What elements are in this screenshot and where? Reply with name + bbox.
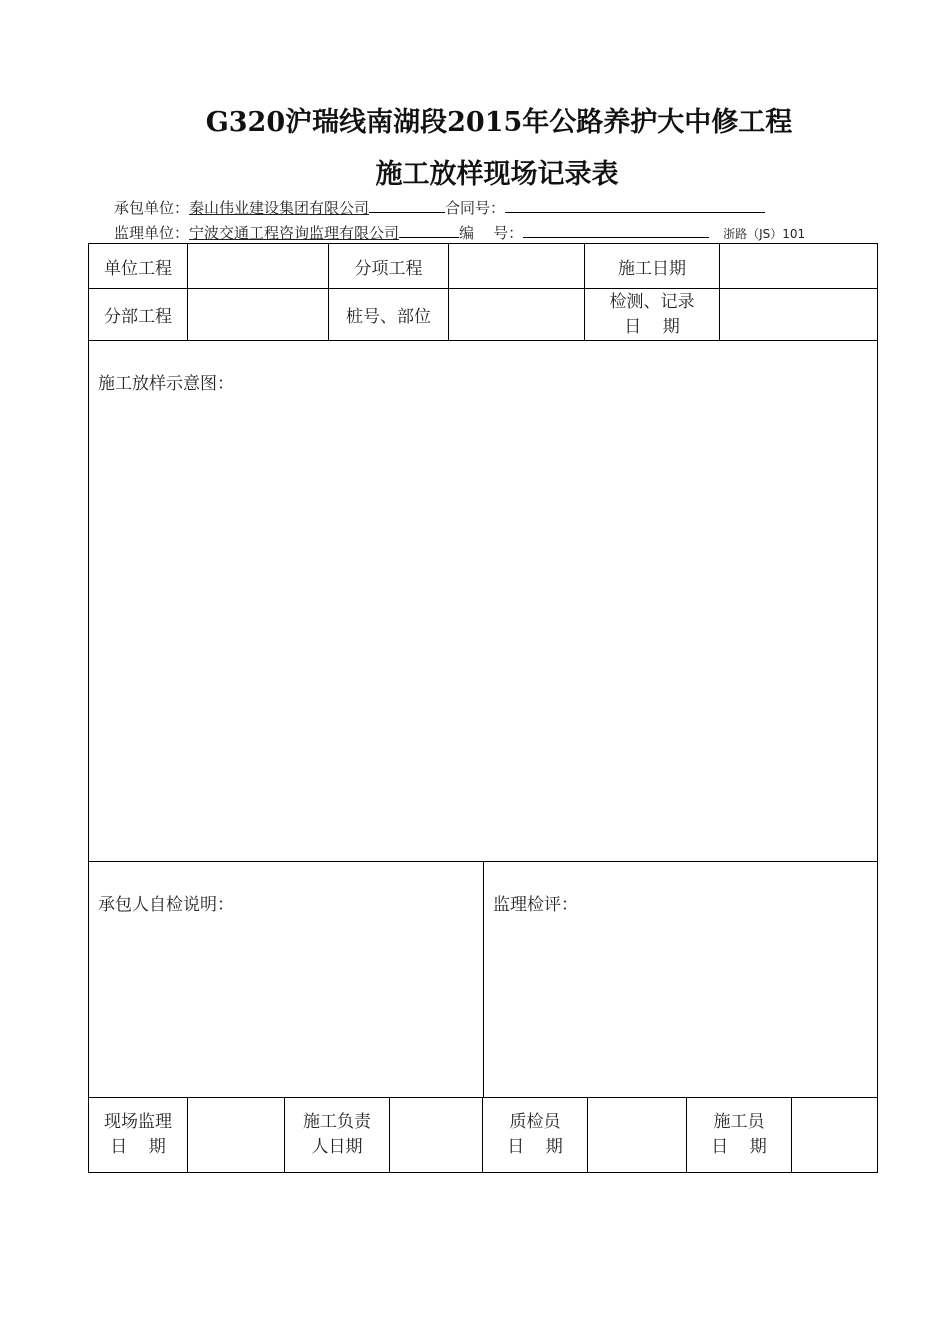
supervision-review-label: 监理检评：	[493, 895, 578, 915]
field-supervisor-line1: 现场监理	[104, 1112, 172, 1132]
supervisor-row	[114, 222, 805, 243]
contract-no-label: 合同号：	[445, 199, 506, 217]
supervision-review-area[interactable]	[484, 862, 878, 1098]
sub-item-project-label: 分项工程	[329, 244, 449, 289]
contractor-check-label: 承包人自检说明：	[98, 895, 234, 915]
construction-lead-line2: 人日期	[311, 1137, 363, 1157]
field-supervisor-line2: 日 期	[110, 1137, 166, 1157]
quality-inspector-line1: 质检员	[509, 1112, 561, 1132]
division-project-field[interactable]	[188, 289, 329, 341]
document-title: G320沪瑞线南湖段2015年公路养护大中修工程	[205, 107, 793, 138]
construction-lead-line1: 施工负责	[303, 1112, 371, 1132]
contractor-check-area[interactable]	[89, 862, 484, 1098]
contractor-row	[114, 197, 765, 218]
supervisor-blank	[399, 223, 459, 238]
station-location-field[interactable]	[449, 289, 585, 341]
inspection-date-field[interactable]	[720, 289, 878, 341]
construction-date-label: 施工日期	[585, 244, 720, 289]
inspection-date-line1: 检测、记录	[609, 291, 695, 312]
serial-no-field[interactable]	[523, 223, 709, 238]
supervisor-label: 监理单位：	[114, 224, 190, 242]
inspection-date-line2: 日 期	[624, 316, 680, 337]
contractor-blank	[369, 198, 445, 213]
contractor-value: 秦山伟业建设集团有限公司	[189, 199, 370, 217]
division-project-label: 分部工程	[89, 289, 188, 341]
contract-no-field[interactable]	[505, 198, 765, 213]
quality-inspector-field[interactable]	[588, 1098, 687, 1173]
form-title: 施工放样现场记录表	[375, 159, 619, 190]
diagram-label: 施工放样示意图：	[98, 374, 234, 394]
constructor-line2: 日 期	[711, 1137, 767, 1157]
inspection-date-label	[585, 289, 720, 341]
field-supervisor-field[interactable]	[188, 1098, 285, 1173]
field-supervisor-label	[89, 1098, 188, 1173]
info-table	[88, 243, 878, 862]
construction-lead-label	[285, 1098, 390, 1173]
unit-project-field[interactable]	[188, 244, 329, 289]
constructor-field[interactable]	[792, 1098, 878, 1173]
contractor-label: 承包单位：	[114, 199, 190, 217]
station-location-label: 桩号、部位	[329, 289, 449, 341]
form-code: 浙路（JS）101	[723, 227, 806, 241]
constructor-label	[687, 1098, 792, 1173]
diagram-area[interactable]	[89, 341, 878, 862]
signature-table	[88, 1097, 878, 1173]
quality-inspector-line2: 日 期	[507, 1137, 563, 1157]
constructor-line1: 施工员	[713, 1112, 765, 1132]
review-table	[88, 861, 878, 1098]
unit-project-label: 单位工程	[89, 244, 188, 289]
quality-inspector-label	[483, 1098, 588, 1173]
construction-lead-field[interactable]	[390, 1098, 483, 1173]
supervisor-value: 宁波交通工程咨询监理有限公司	[189, 224, 400, 242]
serial-label: 编 号：	[459, 224, 524, 242]
sub-item-project-field[interactable]	[449, 244, 585, 289]
construction-date-field[interactable]	[720, 244, 878, 289]
